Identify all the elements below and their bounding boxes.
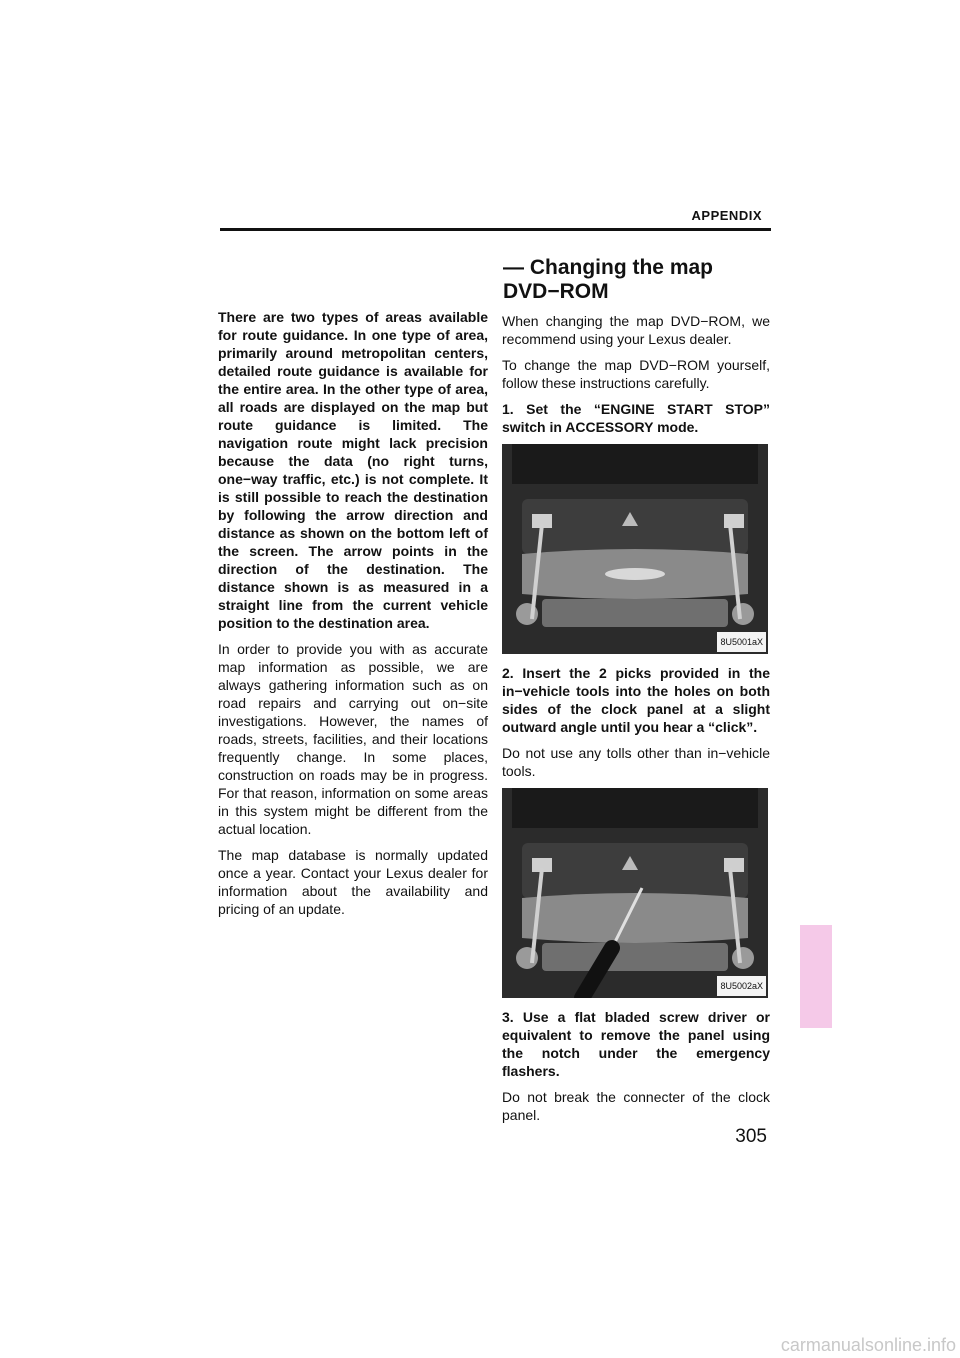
map-update-paragraph: The map database is normally updated once a year. Contact your Lexus dealer for information about the availability and pricing of an update. xyxy=(218,847,488,917)
route-guidance-paragraph: There are two types of areas available for route guidance. In one type of area, primarily around metropolitan centers, detailed route guidance is available for the entire area. In the other type of area, all roads are displayed on the map but route guidance is limited. The navigation route might lack precision because the data (no right turns, one−way traffic, etc.) is not complete. It is still possible to reach the destination by following the arrow direction and distance as shown on the bottom left of the screen. The arrow points in the direction of the destination. The distance shown is as measured in a straight line from the current vehicle position to the destination area. xyxy=(218,309,488,631)
map-information-paragraph: In order to provide you with as accurate map information as possible, we are always gathering information such as on road repairs and carrying out on−site investigations. However, the names of roads, streets, facilities, and their locations frequently change. In some places, construction on roads may be in progress. For that reason, information on some areas in this system might be different from the actual location. xyxy=(218,641,488,837)
step-1: 1. Set the “ENGINE START STOP” switch in ACCESSORY mode. xyxy=(502,401,770,435)
watermark: carmanualsonline.info xyxy=(780,1335,956,1355)
step-3: 3. Use a flat bladed screw driver or equivalent to remove the panel using the notch under the emergency flashers. xyxy=(502,1009,770,1079)
section-title-line2: DVD−ROM xyxy=(503,280,609,303)
section-title xyxy=(503,256,713,304)
section-title-line1: — Changing the map xyxy=(503,256,713,279)
step-2-note: Do not use any tolls other than in−vehicle tools. xyxy=(502,745,770,779)
clock-panel-photo-2 xyxy=(502,788,768,998)
photo-2-code: 8U5002aX xyxy=(717,976,766,996)
page-number: 305 xyxy=(735,1126,767,1147)
left-column xyxy=(218,308,488,926)
intro-paragraph-2: To change the map DVD−ROM yourself, follow these instructions carefully. xyxy=(502,357,770,391)
section-index-tab xyxy=(800,925,832,1028)
clock-panel-photo-1 xyxy=(502,444,768,654)
header-rule xyxy=(220,228,771,231)
step-3-note: Do not break the connecter of the clock panel. xyxy=(502,1089,770,1123)
photo-1-code: 8U5001aX xyxy=(717,632,766,652)
section-header-label: APPENDIX xyxy=(691,208,762,223)
step-2: 2. Insert the 2 picks provided in the in−vehicle tools into the holes on both sides of the clock panel at a slight outward angle until you hear a “click”. xyxy=(502,665,770,735)
right-column xyxy=(502,312,770,1132)
intro-paragraph-1: When changing the map DVD−ROM, we recommend using your Lexus dealer. xyxy=(502,313,770,347)
